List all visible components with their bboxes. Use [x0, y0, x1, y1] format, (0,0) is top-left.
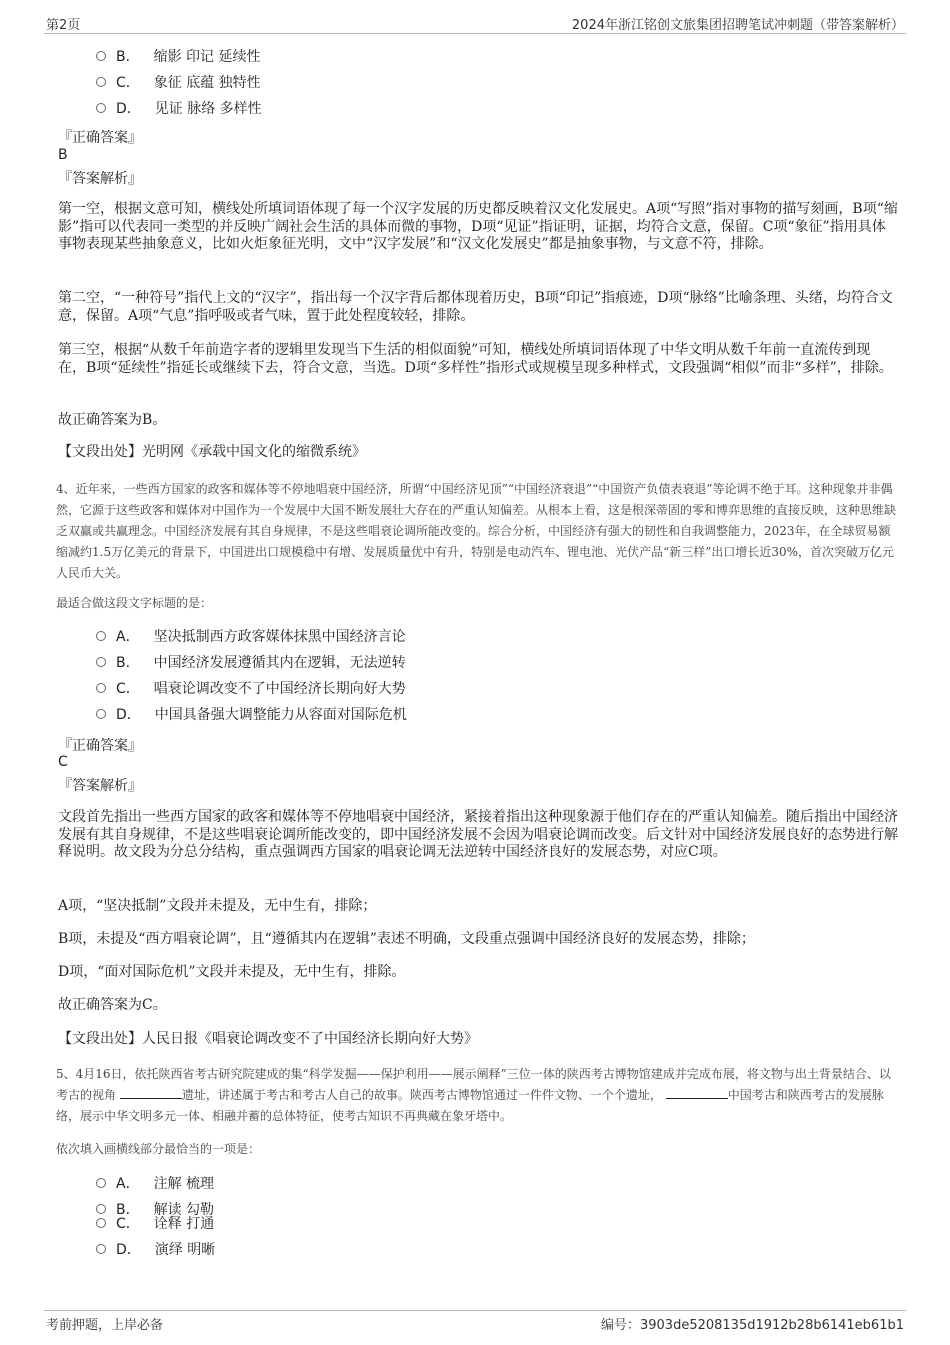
q5-stem: 5、4月16日，依托陕西省考古研究院建成的集“科学发掘——保护利用——展示阐释”三位一体的陕西考古博物馆建成并完成布展，将文物与出土背景结合、以考古的视角 遗址，讲述属于考古和考古人自己的故事。陕西考古博物馆通过一件件文物、一个个遗址， 中国考古和陕西考古的发展脉络，展示中华文明多元一体、相融并蓄的总体特征，使考古知识不再典藏在象牙塔中。 — [56, 1067, 891, 1123]
header-divider — [44, 33, 906, 34]
fill-blank-1[interactable] — [120, 1088, 182, 1099]
q3-option-c[interactable]: C． 象征 底蕴 独特性 — [96, 73, 261, 93]
fill-blank-2[interactable] — [666, 1088, 728, 1099]
page-number: 第2页 — [46, 18, 81, 33]
footer-divider — [44, 1310, 906, 1311]
footer-slogan: 考前押题，上岸必备 — [46, 1318, 164, 1333]
q3-source: 【文段出处】光明网《承载中国文化的缩微系统》 — [58, 444, 366, 460]
q4-option-c[interactable]: C． 唱衰论调改变不了中国经济长期向好大势 — [96, 679, 406, 699]
q3-analysis-para-1: 第一空，根据文意可知，横线处所填词语体现了每一个汉字发展的历史都反映着汉文化发展史。A项“写照”指对事物的描写刻画，B项“缩影”指可以代表同一类型的并反映广阔社会生活的具体而微的事物，D项“见证”指证明，证据，均符合文意，保留。C项“象征”指用具体事物表现某些抽象意义，比如火炬象征光明，文中“汉字发展”和“汉文化发展史”都是抽象事物，与文意不符，排除。 — [58, 201, 898, 252]
q3-analysis-para-3: 第三空，根据“从数千年前造字者的逻辑里发现当下生活的相似面貌”可知，横线处所填词语体现了中华文明从数千年前一直流传到现在，B项“延续性”指延长或继续下去，符合文意，当选。D项“多样性”指形式或规模呈现多种样式，文段强调“相似”而非“多样”，排除。 — [58, 342, 893, 376]
q4-source: 【文段出处】人民日报《唱衰论调改变不了中国经济长期向好大势》 — [58, 1031, 478, 1047]
q4-stem: 4、近年来，一些西方国家的政客和媒体等不停地唱衰中国经济，所谓“中国经济见顶”“中国经济衰退”“中国资产负债表衰退”等论调不绝于耳。这种现象并非偶然，它源于这些政客和媒体对中国作为一个发展中大国不断发展壮大存在的严重认知偏差。从根本上看，这是根深蒂固的零和博弈思维的直接反映，这种思维缺乏双赢或共赢理念。中国经济发展有其自身规律，不是这些唱衰论调所能改变的。综合分析，中国经济有强大的韧性和自我调整能力，2023年，在全球贸易额缩减约1.5万亿美元的背景下，中国进出口规模稳中有增、发展质量优中有升，特别是电动汽车、锂电池、光伏产品“新三样”出口增长近30%，首次突破万亿元人民币大关。 — [56, 482, 897, 580]
radio-icon[interactable] — [96, 683, 106, 693]
radio-icon[interactable] — [96, 1244, 106, 1254]
radio-icon[interactable] — [96, 77, 106, 87]
q3-analysis-para-2: 第二空，“一种符号”指代上文的“汉字”，指出每一个汉字背后都体现着历史，B项“印记”指痕迹，D项“脉络”比喻条理、头绪，均符合文意，保留。A项“气息”指呼吸或者气味，置于此处程度较轻，排除。 — [58, 290, 893, 324]
radio-icon[interactable] — [96, 657, 106, 667]
q4-question: 最适合做这段文字标题的是： — [56, 596, 213, 610]
q4-analysis-para-1: 文段首先指出一些西方国家的政客和媒体等不停地唱衰中国经济，紧接着指出这种现象源于他们存在的严重认知偏差。随后指出中国经济发展有其自身规律，不是这些唱衰论调所能改变的，即中国经济发展不会因为唱衰论调而改变。后文针对中国经济发展良好的态势进行解释说明。故文段为分总分结构，重点强调西方国家的唱衰论调无法逆转中国经济良好的发展态势，对应C项。 — [58, 809, 898, 860]
q3-conclusion: 故正确答案为B。 — [58, 412, 167, 428]
q3-analysis-label: 『答案解析』 — [58, 171, 142, 187]
q4-option-d[interactable]: D． 中国具备强大调整能力从容面对国际危机 — [96, 705, 407, 725]
q5-option-d[interactable]: D． 演绎 明晰 — [96, 1240, 215, 1260]
document-code: 编号：3903de5208135d1912b28b6141eb61b1 — [600, 1318, 904, 1333]
q4-answer: C — [58, 754, 68, 770]
q4-conclusion: 故正确答案为C。 — [58, 997, 167, 1013]
radio-icon[interactable] — [96, 1204, 106, 1214]
q4-answer-label: 『正确答案』 — [58, 738, 142, 754]
q4-analysis-d: D项，“面对国际危机”文段并未提及，无中生有，排除。 — [58, 964, 406, 980]
radio-icon[interactable] — [96, 631, 106, 641]
q5-option-c[interactable]: C． 诠释 打通 — [96, 1214, 214, 1234]
q4-option-a[interactable]: A． 坚决抵制西方政客媒体抹黑中国经济言论 — [96, 627, 406, 647]
q5-option-b[interactable]: B． 解读 勾勒 — [96, 1200, 214, 1220]
q4-analysis-b: B项，未提及“西方唱衰论调”，且“遵循其内在逻辑”表述不明确，文段重点强调中国经济良好的发展态势，排除； — [58, 931, 755, 947]
radio-icon[interactable] — [96, 51, 106, 61]
q4-option-b[interactable]: B． 中国经济发展遵循其内在逻辑，无法逆转 — [96, 653, 406, 673]
q3-answer-label: 『正确答案』 — [58, 130, 142, 146]
radio-icon[interactable] — [96, 1218, 106, 1228]
q3-option-b[interactable]: B． 缩影 印记 延续性 — [96, 47, 261, 67]
radio-icon[interactable] — [96, 103, 106, 113]
q3-answer: B — [58, 147, 68, 163]
q3-option-d[interactable]: D． 见证 脉络 多样性 — [96, 99, 262, 119]
q4-analysis-a: A项，“坚决抵制”文段并未提及，无中生有，排除； — [58, 898, 377, 914]
radio-icon[interactable] — [96, 1178, 106, 1188]
q5-option-a[interactable]: A． 注解 梳理 — [96, 1174, 214, 1194]
q4-analysis-label: 『答案解析』 — [58, 778, 142, 794]
q5-question: 依次填入画横线部分最恰当的一项是： — [56, 1142, 261, 1156]
radio-icon[interactable] — [96, 709, 106, 719]
document-title: 2024年浙江铭创文旅集团招聘笔试冲刺题（带答案解析） — [571, 18, 904, 33]
